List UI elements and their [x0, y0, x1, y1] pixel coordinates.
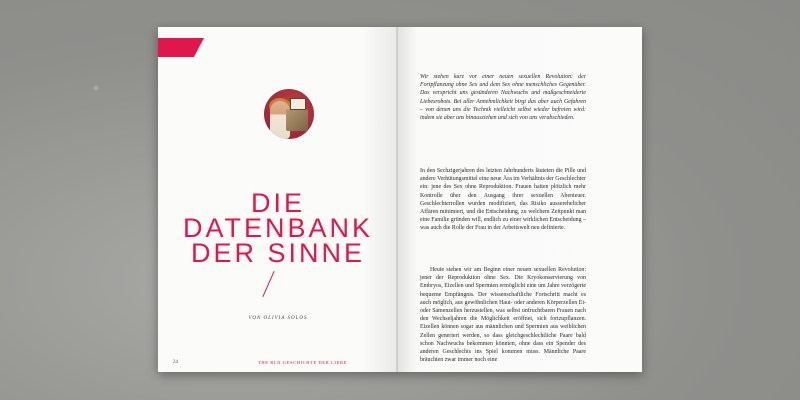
intro-text: Wir stehen kurz vor einer neuen sexuellen Revolution: der Fortpflanzung ohne Sex und dem Sex ohne menschliches Gegenüber. Das verspricht uns gesünderen Nachwuchs und maßgeschneiderte Liebesrobots. Bei aller Annehmlichkeit birgt das aber auch Gefahren – von denen uns die Technik vielleicht selbst wieder befreien wird: indem sie aber uns hinausziehen und sich von uns verabschieden.	[420, 74, 586, 122]
decorative-slash	[262, 271, 274, 297]
intro-paragraph	[420, 73, 586, 122]
title-line-1: DIE	[250, 188, 305, 218]
red-corner-tab	[158, 38, 204, 57]
running-head: THE BLN GESCHICHTE DER LIEBE	[258, 360, 347, 365]
title-line-2: DATENBANK	[182, 213, 374, 243]
photo-screen	[290, 98, 306, 110]
left-page	[158, 27, 398, 372]
body-paragraph-1	[420, 167, 586, 233]
title-line-3: DER SINNE	[190, 238, 366, 268]
byline: VON OLIVIA SOLOS	[248, 316, 308, 321]
page-number: 24	[173, 360, 178, 365]
photo-machine	[286, 109, 308, 131]
body-text-1: In den Sechzigerjahren des letzten Jahrhunderts läuteten die Pille und andere Verhütungsmittel eine neue Ära im Verhältnis der Geschlechter ein: jene des Sex ohne Reproduktion. Frauen hatten plötzlich mehr Kontrolle über den Ausgang ihrer sexuellen Abenteuer. Geschlechterrollen wurden modifiziert, das Risiko ausserehelicher Affären minimiert, und die Entscheidung, zu welchem Zeitpunkt man eine Familie gründen will, endlich zu einer wirklichen Entscheidung – was auch die Rolle der Frau in der Arbeitswelt neu definierte.	[420, 168, 586, 232]
magazine-spread	[158, 27, 642, 372]
body-paragraph-2	[420, 266, 586, 364]
body-text-2: Heute stehen wir am Beginn einer neuen sexuellen Revolution: jener der Reproduktion ohne Sex. Die Kryokonservierung von Embryos, Eizellen und Spermien ermöglicht eine um Jahre verzögerte bequeme Empfängnis. Der wissenschaftliche Fortschritt macht es auch möglich, aus gewöhnlichen Haut- oder anderen Körperzellen Ei- oder Samenzellen herzustellen, was selbst unfruchtbaren Frauen nach den Wechseljahren die Möglichkeit eröffnet, sich fortzupflanzen. Eizellen können sogar aus männlichen und Spermien aus weiblichen Zellen generiert werden, so dass gleichgeschlechtliche Paare bald schon Nachwuchs bekommen könnten, ohne dass ein Spender des anderen Geschlechts ins Spiel kommen muss. Männliche Paare bräuchten zwar immer noch eine	[420, 267, 586, 364]
article-photo	[264, 89, 314, 139]
